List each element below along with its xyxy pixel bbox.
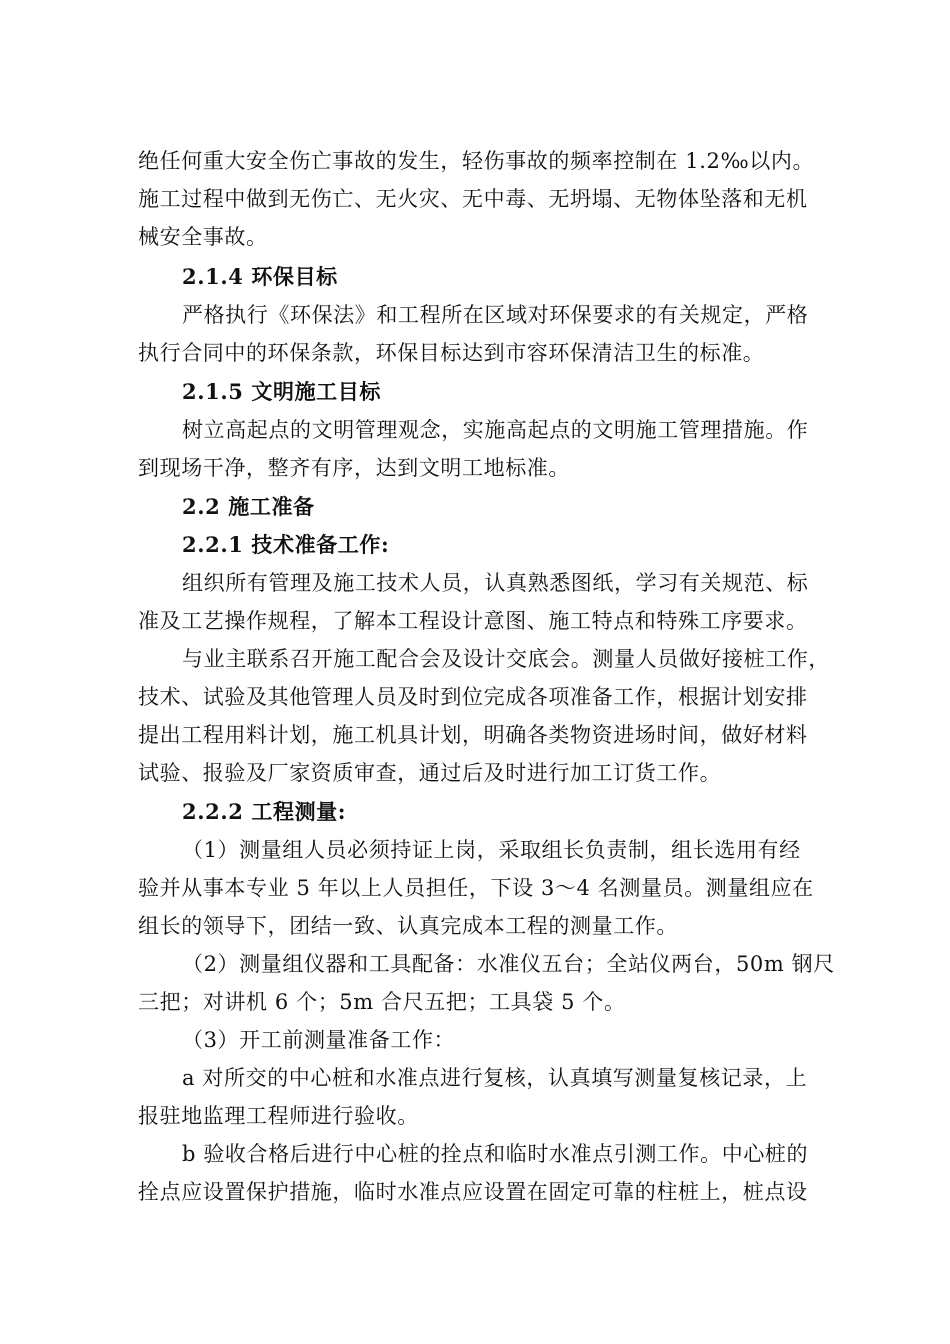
paragraph-line: 组长的领导下，团结一致、认真完成本工程的测量工作。 (138, 914, 678, 938)
paragraph-line: 试验、报验及厂家资质审查，通过后及时进行加工订货工作。 (138, 761, 722, 785)
paragraph-line: 报驻地监理工程师进行验收。 (138, 1104, 419, 1128)
paragraph-line: 绝任何重大安全伤亡事故的发生，轻伤事故的频率控制在 1.2‰以内。 (138, 149, 815, 173)
section-heading-2-1-4: 2.1.4 环保目标 (182, 264, 338, 289)
paragraph-line: 准及工艺操作规程，了解本工程设计意图、施工特点和特殊工序要求。 (138, 609, 808, 633)
paragraph-line: 严格执行《环保法》和工程所在区域对环保要求的有关规定，严格 (182, 303, 809, 327)
paragraph-line: 组织所有管理及施工技术人员，认真熟悉图纸，学习有关规范、标 (182, 571, 809, 595)
section-heading-2-1-5: 2.1.5 文明施工目标 (182, 379, 381, 404)
paragraph-line: （1）测量组人员必须持证上岗，采取组长负责制，组长选用有经 (182, 838, 801, 862)
paragraph-line: 施工过程中做到无伤亡、无火灾、无中毒、无坍塌、无物体坠落和无机 (138, 187, 808, 211)
paragraph-line: 三把；对讲机 6 个；5m 合尺五把；工具袋 5 个。 (138, 990, 626, 1014)
paragraph-line: 到现场干净，整齐有序，达到文明工地标准。 (138, 456, 570, 480)
paragraph-line: 验并从事本专业 5 年以上人员担任，下设 3～4 名测量员。测量组应在 (138, 876, 814, 900)
paragraph-line: 拴点应设置保护措施，临时水准点应设置在固定可靠的柱桩上，桩点设 (138, 1180, 808, 1204)
section-heading-2-2: 2.2 施工准备 (182, 494, 315, 519)
paragraph-line: 执行合同中的环保条款，环保目标达到市容环保清洁卫生的标准。 (138, 341, 765, 365)
paragraph-line: 树立高起点的文明管理观念，实施高起点的文明施工管理措施。作 (182, 418, 809, 442)
section-heading-2-2-2: 2.2.2 工程测量: (182, 799, 347, 824)
paragraph-line: 与业主联系召开施工配合会及设计交底会。测量人员做好接桩工作， (182, 647, 830, 671)
paragraph-line: 技术、试验及其他管理人员及时到位完成各项准备工作，根据计划安排 (138, 685, 808, 709)
paragraph-line: a 对所交的中心桩和水准点进行复核，认真填写测量复核记录，上 (182, 1066, 808, 1090)
paragraph-line: b 验收合格后进行中心桩的拴点和临时水准点引测工作。中心桩的 (182, 1142, 809, 1166)
paragraph-line: 械安全事故。 (138, 225, 268, 249)
paragraph-line: （2）测量组仪器和工具配备：水准仪五台；全站仪两台，50m 钢尺 (182, 952, 835, 976)
section-heading-2-2-1: 2.2.1 技术准备工作: (182, 532, 390, 557)
paragraph-line: （3）开工前测量准备工作： (182, 1028, 456, 1052)
paragraph-line: 提出工程用料计划，施工机具计划，明确各类物资进场时间，做好材料 (138, 723, 808, 747)
